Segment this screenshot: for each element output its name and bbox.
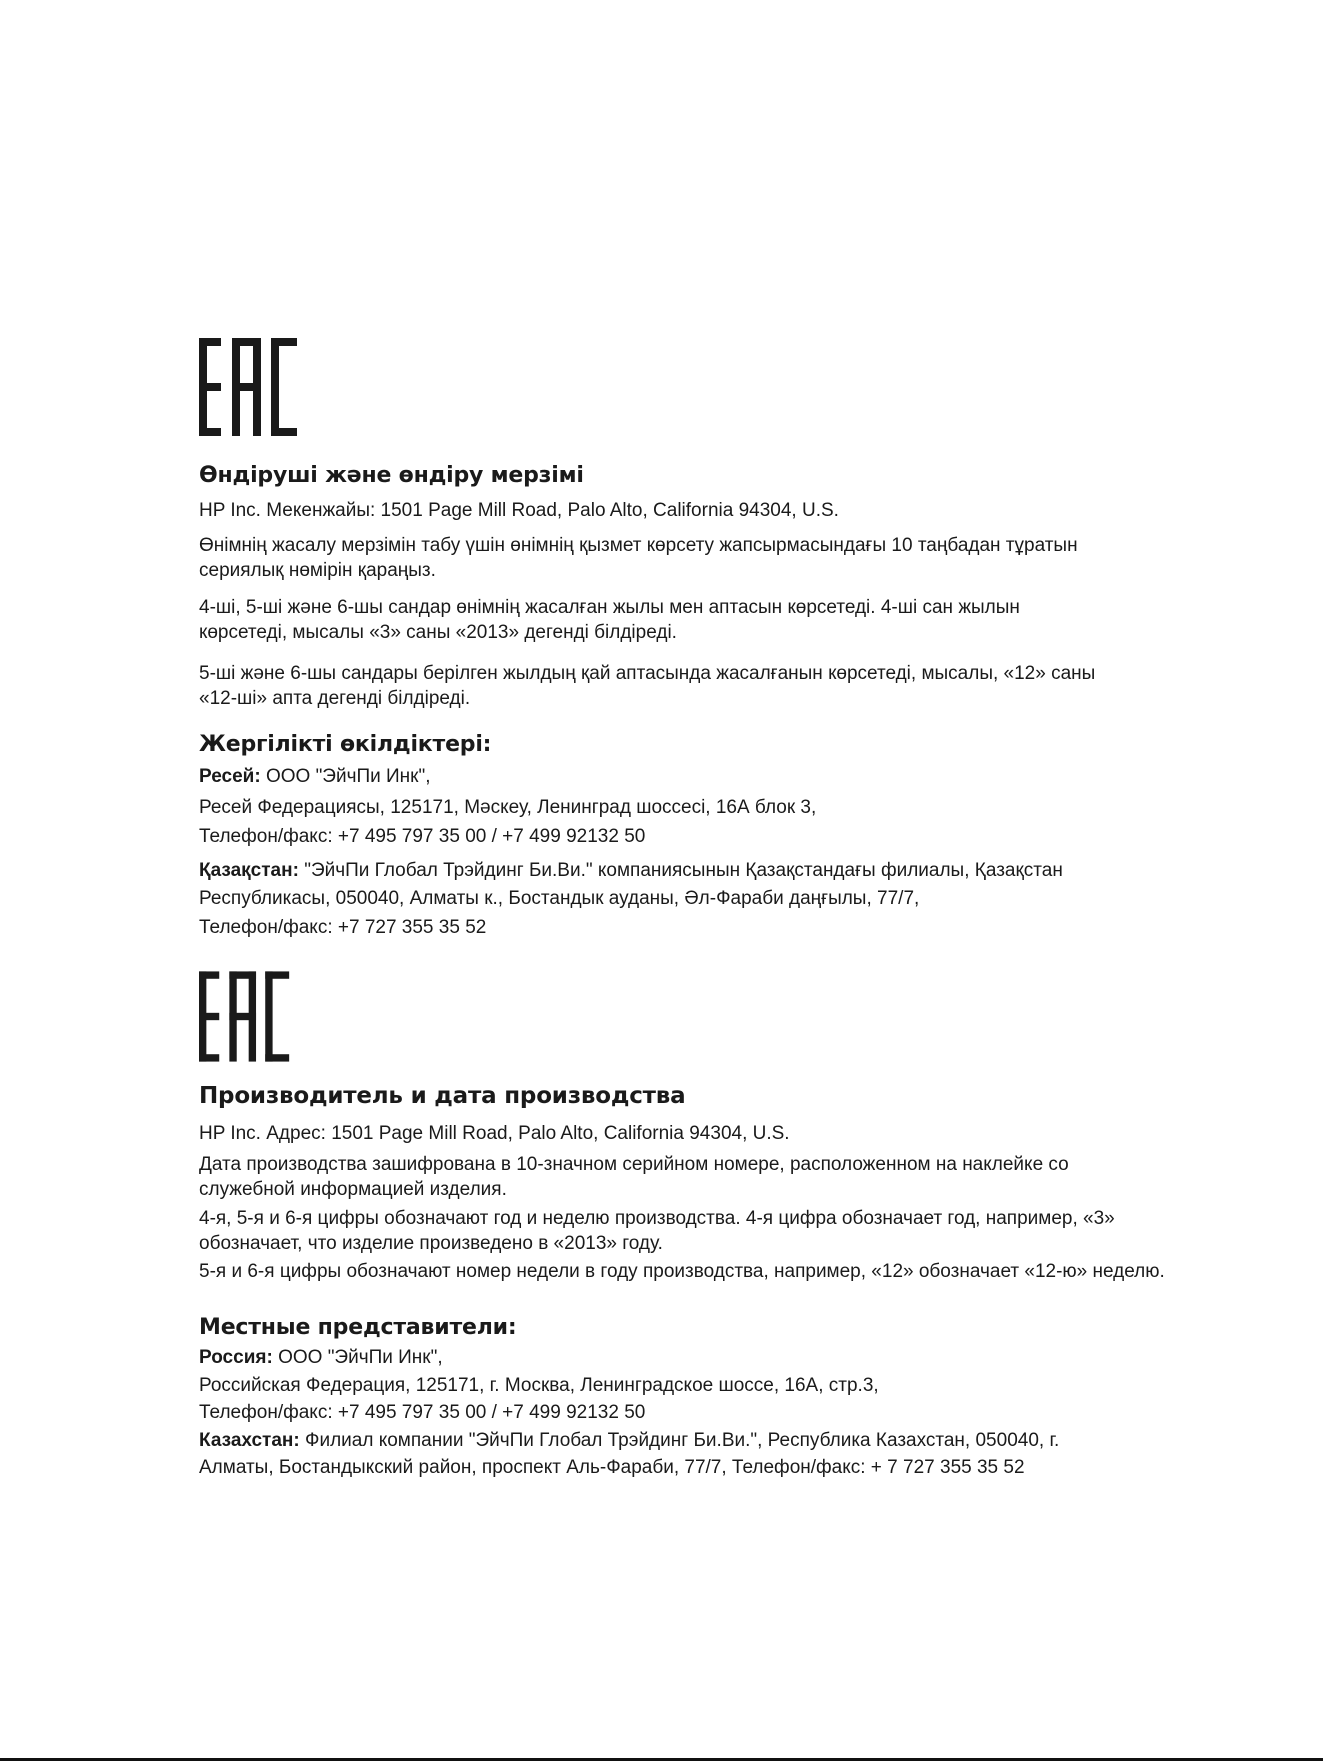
kz-serial-p2-line2: көрсетеді, мысалы «3» саны «2013» дегенді білдіреді. [199,622,677,643]
kz-kaz-line1: "ЭйчПи Глобал Трэйдинг Би.Ви." компаниясынын Қазақстандағы филиалы, Қазақстан [298,860,1063,881]
kz-company: HP Inc. [199,500,261,521]
kz-russia-label: Ресей: [199,766,261,787]
kz-kaz-line2: Республикасы, 050040, Алматы к., Бостандык ауданы, Әл-Фараби даңғылы, 77/7, [199,888,920,909]
ru-serial-p1-line2: служебной информацией изделия. [199,1179,507,1200]
kz-manufacturer-section [199,462,1199,490]
ru-russia-phone-block [199,1400,1199,1425]
ru-russia-rep [199,1345,1199,1370]
ru-serial-p2-line1: 4-я, 5-я и 6-я цифры обозначают год и неделю производства. 4-я цифра обозначает год, например, «3» [199,1208,1115,1229]
ru-serial-p3-line1: 5-я и 6-я цифры обозначают номер недели в году производства, например, «12» обозначает «12-ю» неделю. [199,1261,1165,1282]
ru-serial-paragraph-1 [199,1152,1199,1202]
ru-kaz-label: Казахстан: [199,1430,300,1451]
kz-reps-section [199,731,1199,759]
kz-russia-address: Ресей Федерациясы, 125171, Мәскеу, Ленинград шоссесі, 16А блок 3, [199,797,817,818]
kz-russia-rep [199,764,1199,789]
ru-kaz-line1: Филиал компании "ЭйчПи Глобал Трэйдинг Би.Ви.", Республика Казахстан, 050040, г. [299,1430,1060,1451]
kz-serial-p1-line2: сериялық нөмірін қараңыз. [199,560,436,581]
kz-russia-address-block [199,795,1199,820]
ru-serial-paragraph-3 [199,1259,1309,1284]
kz-russia-phone-block [199,824,1199,849]
kz-serial-p2-line1: 4-ші, 5-ші және 6-шы сандар өнімнің жасалған жылы мен аптасын көрсетеді. 4-ші сан жылын [199,597,1020,618]
kz-serial-paragraph-2 [199,595,1199,645]
ru-company: HP Inc. [199,1123,261,1144]
ru-russia-phone: Телефон/факс: +7 495 797 35 00 / +7 499 92132 50 [199,1402,646,1423]
ru-serial-paragraph-2 [199,1206,1199,1256]
ru-serial-p2-line2: обозначает, что изделие произведено в «2013» году. [199,1233,663,1254]
kz-russia-phone: Телефон/факс: +7 495 797 35 00 / +7 499 92132 50 [199,826,646,847]
kz-reps-heading: Жергілікті өкілдіктері: [199,732,492,757]
ru-manufacturer-section [199,1082,1199,1110]
ru-kaz-line2: Алматы, Бостандыкский район, проспект Аль-Фараби, 77/7, Телефон/факс: + 7 727 355 35 52 [199,1457,1025,1478]
kz-serial-paragraph-3 [199,661,1199,711]
ru-kazakhstan-rep [199,1428,1199,1480]
kz-russia-company: ООО "ЭйчПи Инк", [260,766,431,787]
kz-address-line [199,498,1199,523]
ru-reps-section [199,1314,1199,1342]
ru-russia-address-block [199,1373,1199,1398]
ru-serial-p1-line1: Дата производства зашифрована в 10-значном серийном номере, расположенном на наклейке со [199,1154,1069,1175]
kz-kaz-label: Қазақстан: [199,860,299,881]
ru-russia-address: Российская Федерация, 125171, г. Москва, Ленинградское шоссе, 16А, стр.3, [199,1375,879,1396]
kz-serial-paragraph-1 [199,533,1199,583]
kz-address: Мекенжайы: 1501 Page Mill Road, Palo Alto, California 94304, U.S. [266,500,839,521]
ru-address: Адрес: 1501 Page Mill Road, Palo Alto, California 94304, U.S. [266,1123,790,1144]
eac-logo-kz [199,338,299,436]
kz-heading: Өндіруші және өндіру мерзімі [199,463,584,488]
kz-kaz-phone-block [199,915,1199,940]
kz-serial-p3-line2: «12-ші» апта дегенді білдіреді. [199,688,471,709]
eac-logo-ru [199,971,291,1062]
kz-kazakhstan-rep [199,858,1199,911]
kz-serial-p3-line1: 5-ші және 6-шы сандары берілген жылдың қай аптасында жасалғанын көрсетеді, мысалы, «12» саны [199,663,1096,684]
ru-reps-heading: Местные представители: [199,1315,517,1340]
kz-serial-p1-line1: Өнімнің жасалу мерзімін табу үшін өнімнің қызмет көрсету жапсырмасындағы 10 таңбадан тұратын [199,535,1078,556]
ru-address-line [199,1121,1199,1146]
ru-russia-label: Россия: [199,1347,273,1368]
ru-russia-company: ООО "ЭйчПи Инк", [272,1347,443,1368]
ru-heading: Производитель и дата производства [199,1083,686,1109]
kz-kaz-phone: Телефон/факс: +7 727 355 35 52 [199,917,487,938]
